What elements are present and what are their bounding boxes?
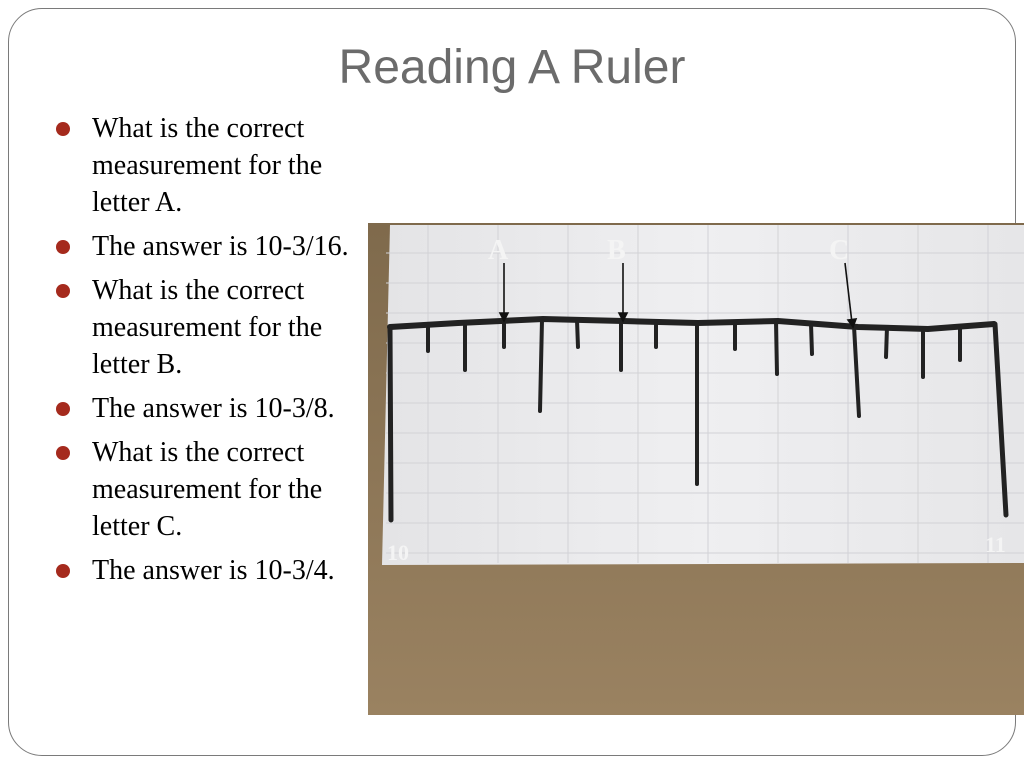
bullet-text: The answer is 10-3/8. <box>92 393 335 424</box>
bullet-text: The answer is 10-3/4. <box>92 555 335 586</box>
bullet-icon <box>56 446 70 460</box>
bullet-item <box>52 552 362 589</box>
bullet-text: What is the correct measurement for the letter B. <box>92 275 323 380</box>
bullet-item <box>52 434 362 545</box>
bullet-text: What is the correct measurement for the letter A. <box>92 113 323 218</box>
paper-sheet <box>382 225 1024 565</box>
bullet-item <box>52 390 362 427</box>
bullet-icon <box>56 402 70 416</box>
marker-a-label: A <box>488 235 509 266</box>
ruler-photo <box>368 223 1024 715</box>
bullet-item <box>52 228 362 265</box>
tick-1-4 <box>540 320 542 411</box>
ruler-number-end: 11 <box>985 532 1006 557</box>
bullet-text: The answer is 10-3/16. <box>92 231 349 262</box>
bullet-icon <box>56 122 70 136</box>
bullet-list <box>52 110 362 596</box>
tick-13-16 <box>886 327 887 357</box>
marker-b-label: B <box>607 235 626 266</box>
ruler-inch-mark-start <box>390 327 391 520</box>
bullet-icon <box>56 564 70 578</box>
bullet-item <box>52 272 362 383</box>
bullet-icon <box>56 240 70 254</box>
tick-5-16 <box>577 320 578 347</box>
ruler-number-start: 10 <box>387 540 409 565</box>
bullet-icon <box>56 284 70 298</box>
bullet-item <box>52 110 362 221</box>
ruler-drawing <box>368 223 1024 715</box>
marker-c-label: C <box>829 235 850 266</box>
tick-11-16 <box>811 324 812 354</box>
slide-title: Reading A Ruler <box>338 41 686 94</box>
tick-5-8 <box>776 322 777 374</box>
bullet-text: What is the correct measurement for the letter C. <box>92 437 323 542</box>
